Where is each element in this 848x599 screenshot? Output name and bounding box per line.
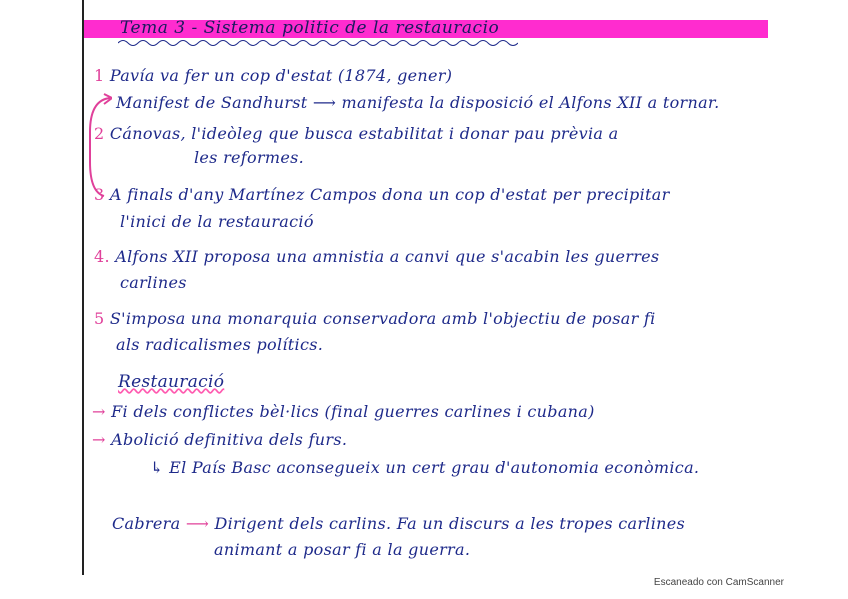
item-text: Cánovas, l'ideòleg que busca estabilitat i donar pau prèvia a [109, 124, 619, 143]
item-number: 4. [94, 247, 110, 266]
arrow-right-icon: → [92, 402, 106, 421]
item-text: les reformes. [194, 148, 305, 167]
item-text: Manifest de Sandhurst ⟶ manifesta la disposició el Alfons XII a tornar. [116, 93, 720, 112]
page-title: Tema 3 - Sistema politic de la restauracio [120, 18, 500, 38]
point-text: Fi dels conflictes bèl·lics (final guerres carlines i cubana) [111, 402, 595, 421]
note-line-1 [94, 66, 452, 85]
item-text: S'imposa una monarquia conservadora amb l'objectiu de posar fi [109, 309, 656, 328]
title-squiggle-underline [118, 38, 518, 48]
restauracio-subpoint [150, 458, 699, 477]
arrow-right-icon: ⟶ [185, 514, 210, 533]
cabrera-line-2 [214, 540, 470, 559]
item-text: Alfons XII proposa una amnistia a canvi que s'acabin les guerres [115, 247, 660, 266]
item-text: als radicalismes polítics. [116, 335, 324, 354]
point-text: Abolició definitiva dels furs. [111, 430, 348, 449]
note-line-4b [120, 273, 187, 292]
cabrera-text: animant a posar fi a la guerra. [214, 540, 471, 559]
note-line-2b [194, 148, 304, 167]
cabrera-text: Dirigent dels carlins. Fa un discurs a les tropes carlines [214, 514, 686, 533]
item-text: carlines [120, 273, 187, 292]
item-text: A finals d'any Martínez Campos dona un cop d'estat per precipitar [109, 185, 670, 204]
item-number: 5 [94, 309, 105, 328]
section-heading: Restauració [118, 372, 225, 392]
note-line-5 [94, 309, 656, 328]
arrow-return-icon: ↳ [150, 458, 164, 477]
item-number: 2 [94, 124, 105, 143]
item-text: l'inici de la restauració [120, 212, 314, 231]
note-line-3b [120, 212, 314, 231]
item-text: Pavía va fer un cop d'estat (1874, gener) [109, 66, 453, 85]
restauracio-point-2 [92, 430, 347, 449]
scanner-watermark: Escaneado con CamScanner [653, 577, 784, 588]
cabrera-label: Cabrera [112, 514, 181, 533]
note-line-4 [94, 247, 659, 266]
restauracio-point-1 [92, 402, 595, 421]
note-line-3 [94, 185, 670, 204]
arrow-right-icon: → [92, 430, 106, 449]
item-number: 3 [94, 185, 105, 204]
note-line-1b [116, 93, 720, 112]
note-line-2 [94, 124, 618, 143]
cabrera-line-1 [112, 514, 685, 533]
item-number: 1 [94, 66, 105, 85]
margin-line [82, 0, 84, 575]
note-line-5b [116, 335, 323, 354]
point-text: El País Basc aconsegueix un cert grau d'autonomia econòmica. [169, 458, 700, 477]
